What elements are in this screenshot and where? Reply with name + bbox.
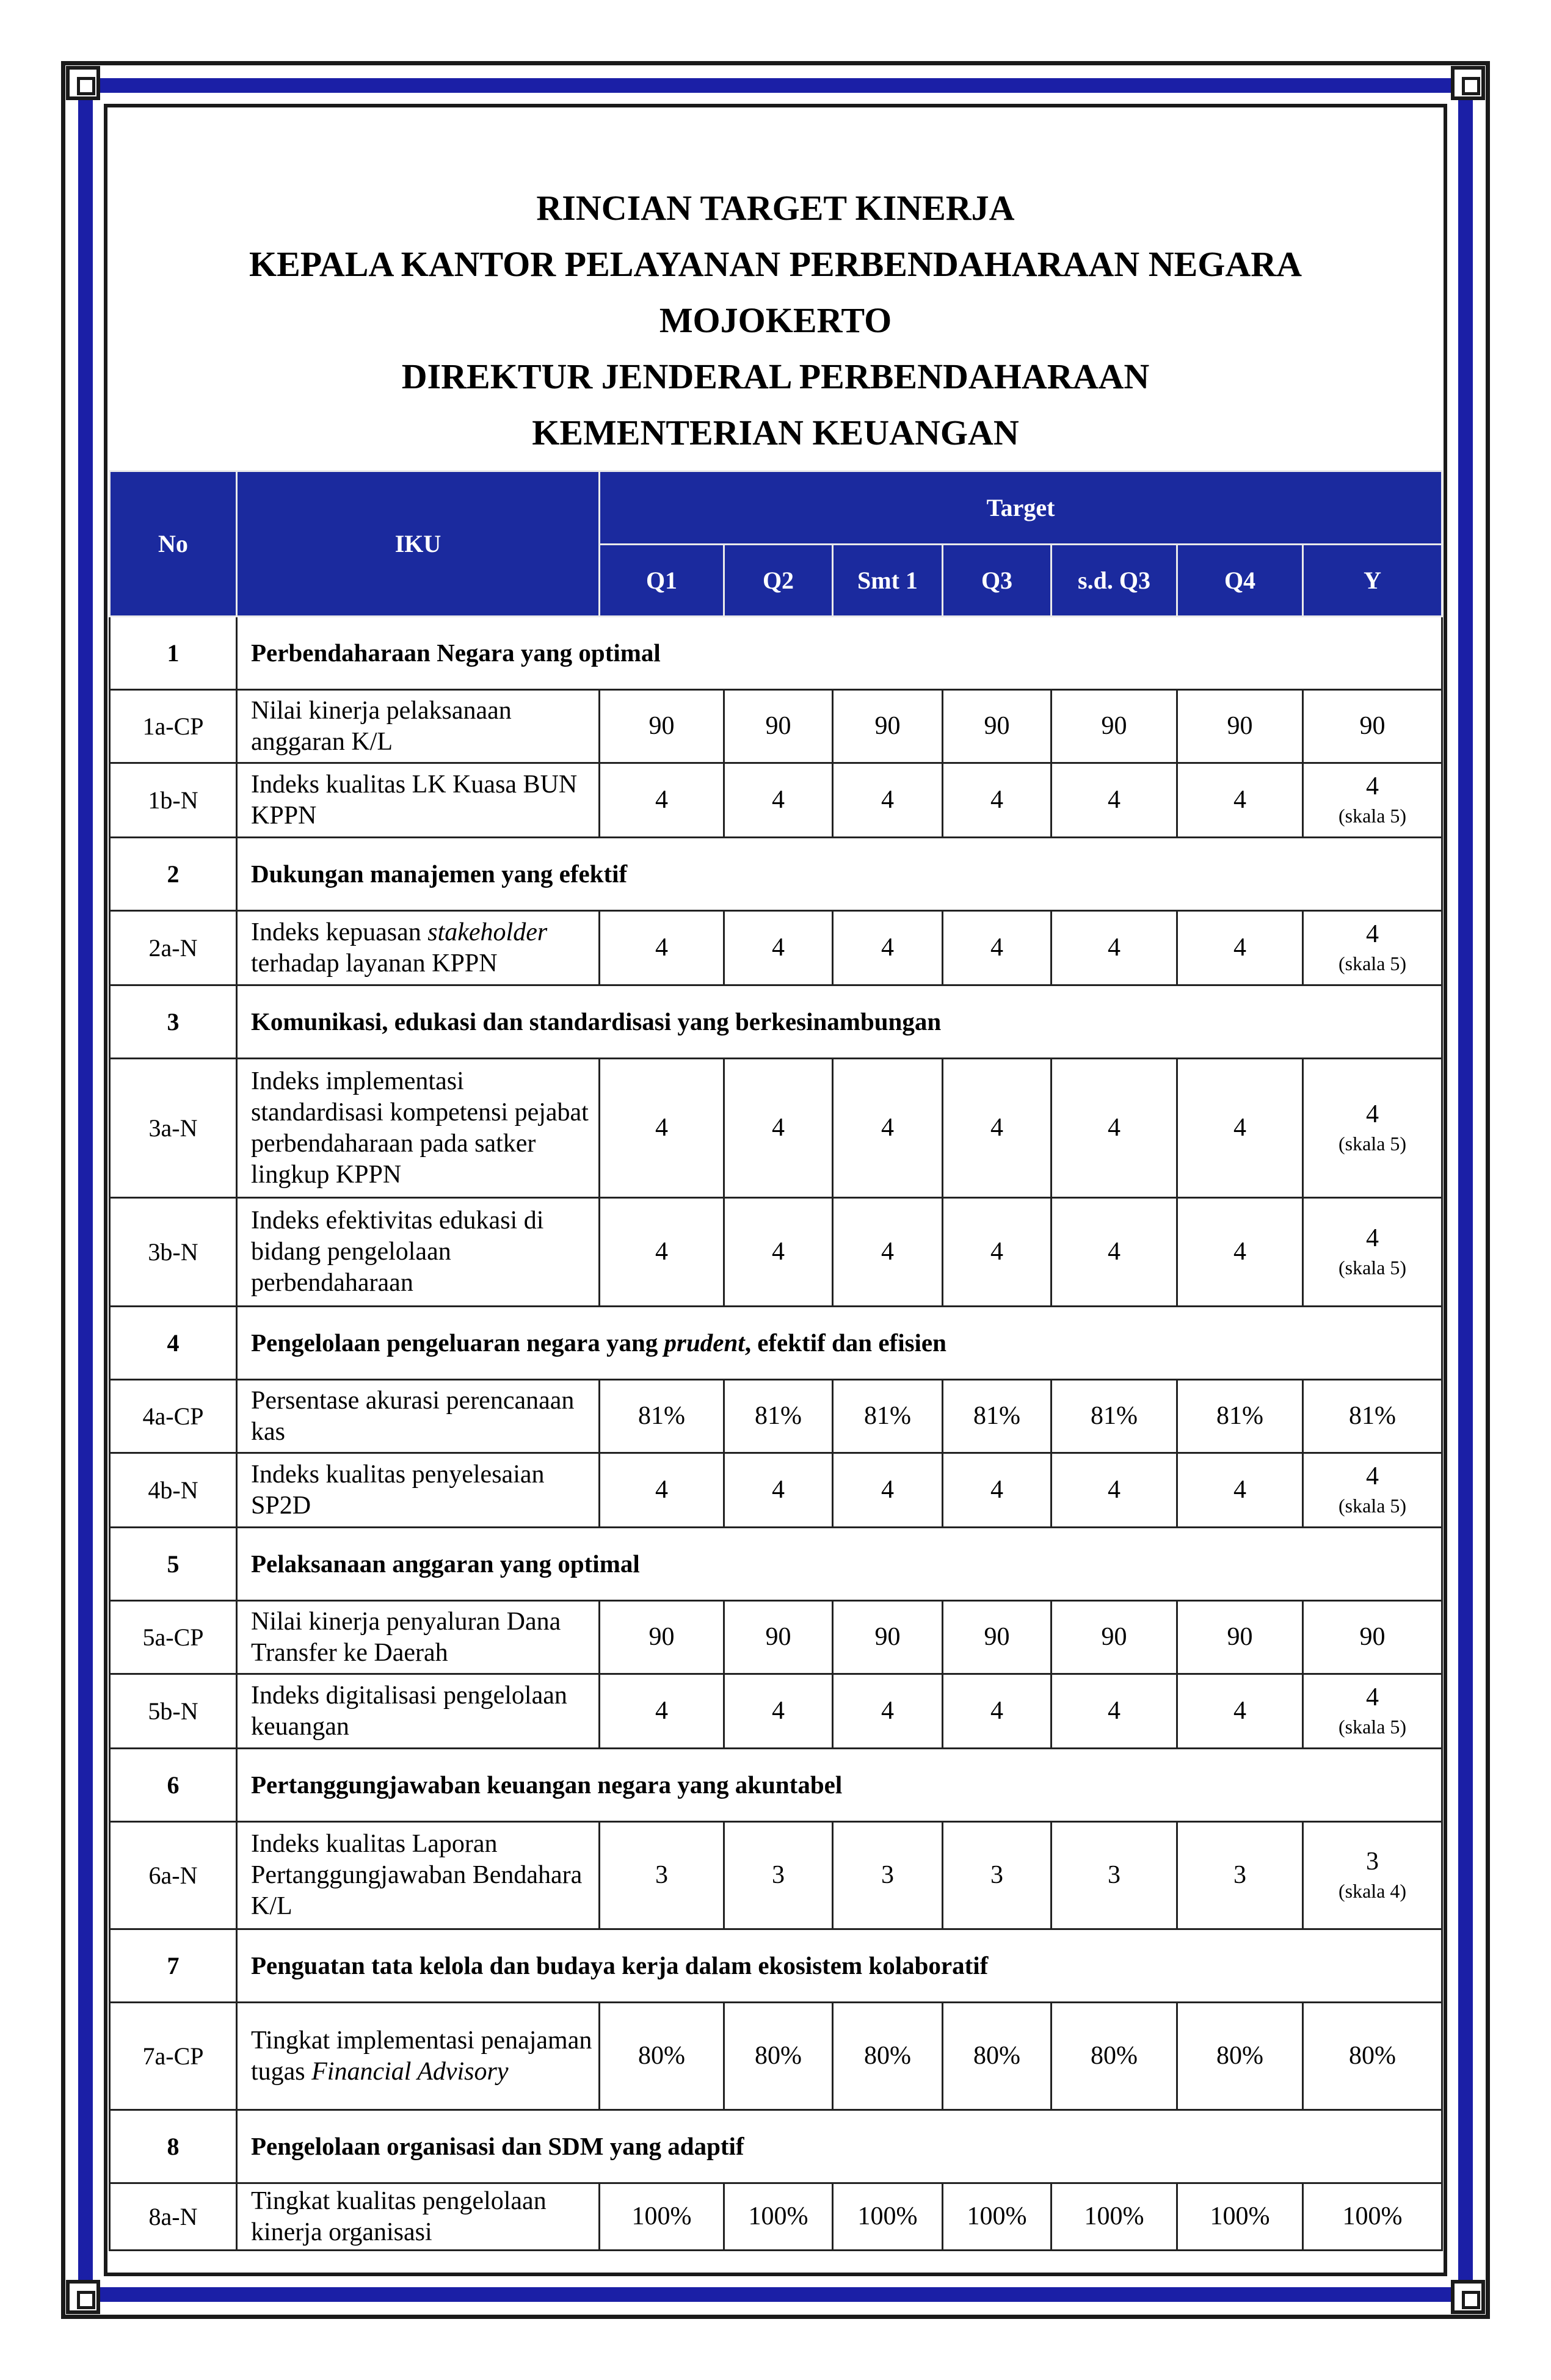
target-value-cell [600, 1822, 724, 1929]
target-value: 81% [755, 1402, 802, 1430]
indicator-name: Indeks implementasi standardisasi kompetensi pejabat perbendaharaan pada satker lingkup KPPN [237, 1059, 600, 1198]
target-value-cell [1052, 2003, 1177, 2110]
target-value-cell [1177, 1601, 1303, 1674]
target-value: 80% [1091, 2042, 1138, 2070]
target-value-cell [1052, 911, 1177, 985]
target-value: 81% [638, 1402, 685, 1430]
target-value: 90 [1101, 712, 1127, 740]
scale-note: (skala 5) [1338, 952, 1407, 974]
target-value-cell [724, 1059, 833, 1198]
target-value-cell [1052, 1601, 1177, 1674]
target-value-cell [1303, 1059, 1442, 1198]
target-value-cell [833, 690, 943, 763]
indicator-name-part: terhadap layanan KPPN [251, 949, 498, 978]
section-number: 2 [110, 838, 237, 911]
target-value-cell [1177, 763, 1303, 838]
target-value: 4 [1108, 1238, 1121, 1266]
target-value: 4 [1366, 920, 1379, 948]
section-name-italic: prudent [664, 1329, 745, 1357]
target-value: 4 [1233, 786, 1246, 814]
table-header [110, 471, 1442, 617]
target-value-cell [943, 1822, 1052, 1929]
target-value-cell [1303, 1674, 1442, 1749]
target-value: 90 [765, 712, 791, 740]
target-value-cell [600, 1059, 724, 1198]
header-period: Q1 [600, 545, 724, 617]
target-value: 90 [1227, 712, 1253, 740]
indicator-code: 1a-CP [110, 690, 237, 763]
target-value-cell [1303, 763, 1442, 838]
indicator-name: Tingkat kualitas pengelolaan kinerja organisasi [237, 2183, 600, 2251]
target-value-cell [833, 2003, 943, 2110]
target-value-cell [833, 1198, 943, 1307]
target-value: 90 [984, 712, 1010, 740]
indicator-name: Indeks kualitas penyelesaian SP2D [237, 1453, 600, 1528]
target-value-cell [943, 690, 1052, 763]
section-name: Dukungan manajemen yang efektif [237, 838, 1442, 911]
section-number: 3 [110, 985, 237, 1059]
target-value: 4 [1366, 1683, 1379, 1711]
indicator-name: Indeks kualitas LK Kuasa BUN KPPN [237, 763, 600, 838]
target-value-cell [724, 2003, 833, 2110]
indicator-code: 4a-CP [110, 1380, 237, 1453]
target-value: 4 [1366, 1462, 1379, 1490]
target-value-cell [1177, 690, 1303, 763]
section-name: Pelaksanaan anggaran yang optimal [237, 1528, 1442, 1601]
target-value-cell [1177, 1380, 1303, 1453]
target-value: 81% [1216, 1402, 1263, 1430]
target-value: 4 [990, 1114, 1003, 1142]
target-value-cell [1303, 1822, 1442, 1929]
target-value: 4 [1108, 786, 1121, 814]
header-no: No [110, 471, 237, 617]
scale-note: (skala 5) [1338, 1257, 1407, 1279]
target-value: 4 [772, 1238, 785, 1266]
section-row [110, 1307, 1442, 1380]
target-value: 3 [1108, 1861, 1121, 1889]
section-name-part: , efektif dan efisien [744, 1329, 946, 1357]
target-value-cell [1303, 690, 1442, 763]
target-value: 4 [655, 1238, 668, 1266]
header-period: s.d. Q3 [1052, 545, 1177, 617]
scale-note: (skala 5) [1338, 1495, 1407, 1517]
target-value: 4 [655, 1114, 668, 1142]
target-value: 4 [1366, 772, 1379, 800]
target-value: 4 [1108, 1697, 1121, 1725]
indicator-row [110, 911, 1442, 985]
target-value-cell [1052, 1380, 1177, 1453]
target-value-cell [600, 2003, 724, 2110]
section-number: 5 [110, 1528, 237, 1601]
header-period: Q3 [943, 545, 1052, 617]
indicator-row [110, 2003, 1442, 2110]
target-value: 4 [655, 1697, 668, 1725]
target-value-cell [943, 1059, 1052, 1198]
target-value: 4 [881, 1238, 894, 1266]
indicator-code: 6a-N [110, 1822, 237, 1929]
indicator-name-part: Indeks kepuasan [251, 918, 428, 946]
section-name: Penguatan tata kelola dan budaya kerja dalam ekosistem kolaboratif [237, 1929, 1442, 2003]
scale-note: (skala 5) [1338, 1133, 1407, 1155]
target-value: 80% [864, 2042, 911, 2070]
indicator-row [110, 1822, 1442, 1929]
title-line: RINCIAN TARGET KINERJA [536, 188, 1015, 228]
target-value-cell [833, 1059, 943, 1198]
indicator-row [110, 1198, 1442, 1307]
target-value: 3 [881, 1861, 894, 1889]
target-value-cell [1303, 1453, 1442, 1528]
section-row [110, 1528, 1442, 1601]
section-number: 8 [110, 2110, 237, 2183]
target-value: 90 [1227, 1623, 1253, 1651]
target-value: 90 [874, 1623, 901, 1651]
target-value-cell [833, 1453, 943, 1528]
target-value: 100% [967, 2202, 1027, 2230]
target-value-cell [1052, 1198, 1177, 1307]
target-value-cell [833, 1380, 943, 1453]
target-value: 3 [990, 1861, 1003, 1889]
target-value: 100% [1084, 2202, 1144, 2230]
indicator-row [110, 2183, 1442, 2251]
title-line: KEMENTERIAN KEUANGAN [532, 413, 1019, 452]
section-number: 4 [110, 1307, 237, 1380]
indicator-code: 3b-N [110, 1198, 237, 1307]
target-value-cell [1177, 911, 1303, 985]
target-value: 4 [655, 934, 668, 962]
target-value-cell [943, 1674, 1052, 1749]
target-value-cell [833, 1601, 943, 1674]
target-value-cell [833, 763, 943, 838]
target-value: 4 [881, 1114, 894, 1142]
target-value-cell [724, 911, 833, 985]
corner-ornament-top-left [66, 66, 100, 100]
target-value: 3 [1233, 1861, 1246, 1889]
target-value: 4 [881, 786, 894, 814]
target-value-cell [1052, 2183, 1177, 2251]
target-value-cell [724, 690, 833, 763]
indicator-row [110, 1601, 1442, 1674]
corner-ornament-bottom-right [1451, 2280, 1485, 2314]
target-value: 90 [1359, 1623, 1386, 1651]
target-value-cell [943, 1453, 1052, 1528]
indicator-name-part: Tingkat implementasi penajaman tugas [251, 2026, 592, 2086]
target-value: 100% [631, 2202, 692, 2230]
target-value-cell [833, 2183, 943, 2251]
target-value: 80% [755, 2042, 802, 2070]
target-value: 90 [648, 712, 675, 740]
indicator-code: 2a-N [110, 911, 237, 985]
indicator-row [110, 1380, 1442, 1453]
target-value: 3 [1366, 1848, 1379, 1876]
indicator-code: 3a-N [110, 1059, 237, 1198]
document-title [104, 180, 1447, 517]
title-line: DIREKTUR JENDERAL PERBENDAHARAAN [401, 357, 1150, 396]
target-value-cell [943, 2003, 1052, 2110]
section-row [110, 617, 1442, 690]
target-table [109, 470, 1443, 2251]
target-value-cell [724, 1674, 833, 1749]
target-value-cell [1052, 1059, 1177, 1198]
target-value: 4 [1366, 1224, 1379, 1252]
indicator-name [237, 2003, 600, 2110]
target-value: 4 [881, 1697, 894, 1725]
target-value-cell [724, 1198, 833, 1307]
target-value-cell [600, 690, 724, 763]
corner-ornament-bottom-left [66, 2280, 100, 2314]
section-name: Pertanggungjawaban keuangan negara yang akuntabel [237, 1749, 1442, 1822]
target-value: 81% [1349, 1402, 1397, 1430]
target-value: 4 [1108, 934, 1121, 962]
target-value: 90 [765, 1623, 791, 1651]
indicator-name: Persentase akurasi perencanaan kas [237, 1380, 600, 1453]
target-value-cell [600, 763, 724, 838]
target-value-cell [600, 1453, 724, 1528]
target-value-cell [1177, 1198, 1303, 1307]
target-value-cell [1177, 2003, 1303, 2110]
indicator-code: 1b-N [110, 763, 237, 838]
target-value-cell [1303, 2003, 1442, 2110]
target-value: 80% [973, 2042, 1020, 2070]
target-value-cell [1303, 2183, 1442, 2251]
section-name [237, 1307, 1442, 1380]
section-number: 6 [110, 1749, 237, 1822]
indicator-row [110, 1674, 1442, 1749]
target-value: 4 [772, 1697, 785, 1725]
target-value-cell [1052, 763, 1177, 838]
target-value: 4 [1108, 1114, 1121, 1142]
target-value-cell [1052, 1822, 1177, 1929]
target-value-cell [833, 1822, 943, 1929]
target-value: 4 [990, 786, 1003, 814]
scale-note: (skala 5) [1338, 805, 1407, 827]
section-name-part: Pengelolaan pengeluaran negara yang [251, 1329, 664, 1357]
target-value-cell [943, 763, 1052, 838]
target-value: 4 [1233, 1238, 1246, 1266]
target-value: 4 [1233, 1114, 1246, 1142]
target-value-cell [724, 763, 833, 838]
target-value-cell [600, 2183, 724, 2251]
target-value-cell [1052, 1453, 1177, 1528]
target-value-cell [600, 1674, 724, 1749]
target-value: 4 [881, 1476, 894, 1504]
target-value-cell [943, 1380, 1052, 1453]
target-value-cell [943, 1198, 1052, 1307]
target-value: 100% [857, 2202, 918, 2230]
section-number: 1 [110, 617, 237, 690]
target-value: 4 [772, 934, 785, 962]
corner-ornament-top-right [1451, 66, 1485, 100]
section-row [110, 1749, 1442, 1822]
indicator-name [237, 911, 600, 985]
indicator-code: 7a-CP [110, 2003, 237, 2110]
target-value-cell [1052, 1674, 1177, 1749]
target-value-cell [1177, 1822, 1303, 1929]
section-row [110, 985, 1442, 1059]
target-value: 4 [1233, 1476, 1246, 1504]
target-value-cell [1177, 2183, 1303, 2251]
section-name: Komunikasi, edukasi dan standardisasi yang berkesinambungan [237, 985, 1442, 1059]
indicator-code: 4b-N [110, 1453, 237, 1528]
section-number: 7 [110, 1929, 237, 2003]
target-value: 90 [648, 1623, 675, 1651]
target-value: 81% [1091, 1402, 1138, 1430]
target-value: 80% [1216, 2042, 1263, 2070]
target-value: 90 [874, 712, 901, 740]
target-value-cell [1303, 1198, 1442, 1307]
target-value: 3 [772, 1861, 785, 1889]
indicator-row [110, 1059, 1442, 1198]
indicator-name-italic: Financial Advisory [311, 2057, 509, 2086]
section-row [110, 2110, 1442, 2183]
target-value: 90 [1101, 1623, 1127, 1651]
header-iku: IKU [237, 471, 600, 617]
target-value: 4 [990, 934, 1003, 962]
section-row [110, 1929, 1442, 2003]
table-body [110, 617, 1442, 2251]
target-value-cell [1303, 911, 1442, 985]
target-value-cell [1052, 690, 1177, 763]
target-value: 4 [881, 934, 894, 962]
target-value: 4 [990, 1238, 1003, 1266]
target-value: 80% [638, 2042, 685, 2070]
target-value-cell [833, 911, 943, 985]
target-value-cell [1177, 1674, 1303, 1749]
title-line: MOJOKERTO [659, 300, 892, 340]
target-value: 4 [772, 1114, 785, 1142]
target-value-cell [724, 2183, 833, 2251]
target-value-cell [724, 1822, 833, 1929]
target-value: 100% [1210, 2202, 1270, 2230]
target-value-cell [724, 1453, 833, 1528]
header-period: Q4 [1177, 545, 1303, 617]
target-value-cell [943, 1601, 1052, 1674]
target-value: 100% [748, 2202, 808, 2230]
indicator-code: 8a-N [110, 2183, 237, 2251]
indicator-row [110, 1453, 1442, 1528]
indicator-row [110, 690, 1442, 763]
target-value: 4 [1108, 1476, 1121, 1504]
section-name: Pengelolaan organisasi dan SDM yang adaptif [237, 2110, 1442, 2183]
target-value: 3 [655, 1861, 668, 1889]
target-value-cell [1303, 1601, 1442, 1674]
target-value: 81% [864, 1402, 911, 1430]
target-value-cell [943, 2183, 1052, 2251]
indicator-code: 5a-CP [110, 1601, 237, 1674]
target-value-cell [600, 1601, 724, 1674]
target-value: 4 [655, 1476, 668, 1504]
target-value-cell [724, 1380, 833, 1453]
target-value: 4 [990, 1476, 1003, 1504]
target-value: 4 [1233, 1697, 1246, 1725]
target-value: 4 [772, 786, 785, 814]
indicator-row [110, 763, 1442, 838]
header-period: Q2 [724, 545, 833, 617]
header-period: Smt 1 [833, 545, 943, 617]
indicator-name-italic: stakeholder [427, 918, 548, 946]
target-value-cell [600, 911, 724, 985]
indicator-name: Indeks kualitas Laporan Pertanggungjawaban Bendahara K/L [237, 1822, 600, 1929]
target-value-cell [600, 1380, 724, 1453]
target-value: 4 [655, 786, 668, 814]
indicator-name: Nilai kinerja pelaksanaan anggaran K/L [237, 690, 600, 763]
scale-note: (skala 4) [1338, 1880, 1407, 1902]
target-value-cell [943, 911, 1052, 985]
title-line: KEPALA KANTOR PELAYANAN PERBENDAHARAAN NEGARA [249, 244, 1302, 284]
target-value: 4 [1366, 1100, 1379, 1128]
target-value: 81% [973, 1402, 1020, 1430]
target-value: 80% [1349, 2042, 1397, 2070]
target-value-cell [600, 1198, 724, 1307]
target-value: 4 [1233, 934, 1246, 962]
target-value-cell [833, 1674, 943, 1749]
indicator-code: 5b-N [110, 1674, 237, 1749]
target-value-cell [1177, 1059, 1303, 1198]
target-value: 90 [984, 1623, 1010, 1651]
section-row [110, 838, 1442, 911]
indicator-name: Indeks digitalisasi pengelolaan keuangan [237, 1674, 600, 1749]
header-period: Y [1303, 545, 1442, 617]
target-value: 4 [990, 1697, 1003, 1725]
scale-note: (skala 5) [1338, 1716, 1407, 1738]
target-value-cell [724, 1601, 833, 1674]
header-target: Target [600, 471, 1442, 545]
indicator-name: Nilai kinerja penyaluran Dana Transfer ke Daerah [237, 1601, 600, 1674]
target-value-cell [1303, 1380, 1442, 1453]
target-value: 90 [1359, 712, 1386, 740]
section-name: Perbendaharaan Negara yang optimal [237, 617, 1442, 690]
target-value: 100% [1342, 2202, 1403, 2230]
target-value-cell [1177, 1453, 1303, 1528]
indicator-name: Indeks efektivitas edukasi di bidang pengelolaan perbendaharaan [237, 1198, 600, 1307]
target-value: 4 [772, 1476, 785, 1504]
